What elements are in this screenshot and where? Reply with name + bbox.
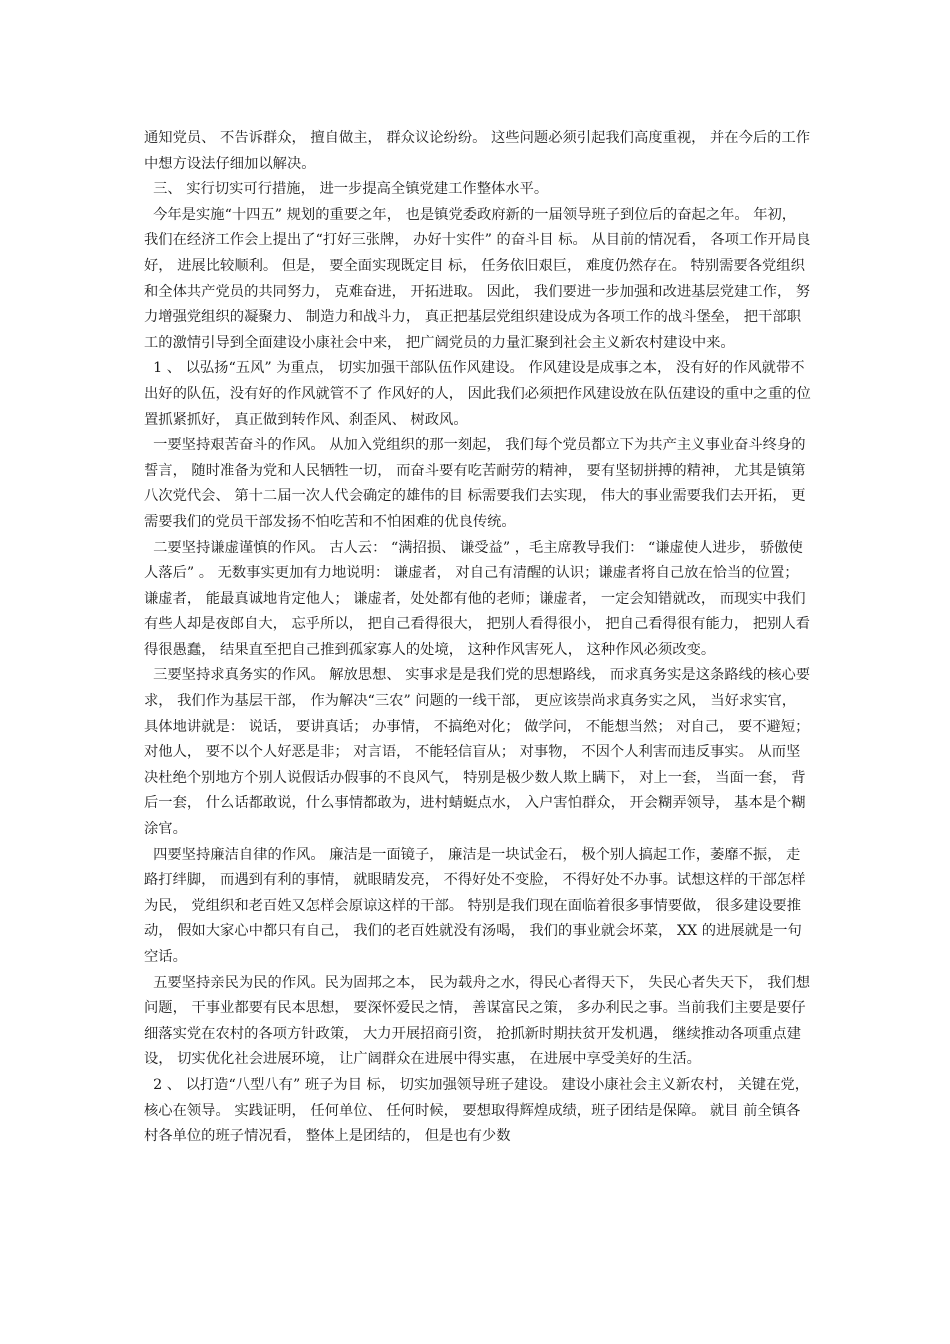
paragraph-modesty: 二要坚持谦虚谨慎的作风。 古人云： “满招损、 谦受益” ，毛主席教导我们： “谦虚使人进步， 骄傲使人落后” 。 无数事实更加有力地说明： 谦虚者， 对自己有清醒的认识；谦虚者将自己放在恰当的位置； 谦虚者， 能最真诚地肯定他人； 谦虚者，处处都有他的老师；谦虚者， 一定会知错就改， 而现实中我们有些人却是夜郎自大， 忘乎所以， 把自己看得很大， 把别人看得很小， 把自己看得很有能力， 把别人看得很愚蠢， 结果直至把自己推到孤家寡人的处境， 这种作风害死人， 这种作风必须改变。: [144, 539, 811, 658]
document-page: [144, 126, 812, 1150]
paragraph-intro: 今年是实施“十四五” 规划的重要之年， 也是镇党委政府新的一届领导班子到位后的奋起之年。 年初， 我们在经济工作会上提出了“打好三张牌， 办好十实件” 的奋斗目 标。 从目前的情况看， 各项工作开局良好， 进展比较顺利。 但是， 要全面实现既定目 标， 任务依旧艰巨， 难度仍然存在。 特别需要各党组织和全体共产党员的共同努力， 克难奋进， 开拓进取。 因此， 我们要进一步加强和改进基层党建工作， 努力增强党组织的凝聚力、 制造力和战斗力， 真正把基层党组织建设成为各项工作的战斗堡垒， 把干部职工的激情引导到全面建设小康社会中来， 把广阔党员的力量汇聚到社会主义新农村建设中来。: [144, 206, 811, 351]
subsection-heading-two: 2 、 以打造“八型八有” 班子为目 标， 切实加强领导班子建设。 建设小康社会主义新农村， 关键在党， 核心在领导。 实践证明， 任何单位、 任何时候， 要想取得辉煌成绩，班子团结是保障。 就目 前全镇各村各单位的班子情况看， 整体上是团结的， 但是也有少数: [144, 1076, 814, 1145]
paragraph-people-oriented: 五要坚持亲民为民的作风。民为固邦之本， 民为载舟之水，得民心者得天下， 失民心者失天下， 我们想问题， 干事业都要有民本思想， 要深怀爱民之情， 善谋富民之策， 多办利民之事。当前我们主要是要仔细落实党在农村的各项方针政策， 大力开展招商引资， 抢抓新时期扶贫开发机遇， 继续推动各项重点建设， 切实优化社会进展环境， 让广阔群众在进展中得实惠， 在进展中享受美好的生活。: [144, 974, 811, 1068]
paragraph-continuation: 通知党员、 不告诉群众， 擅自做主， 群众议论纷纷。 这些问题必须引起我们高度重视， 并在今后的工作中想方设法仔细加以解决。: [144, 130, 811, 172]
paragraph-truth-seeking: 三要坚持求真务实的作风。 解放思想、 实事求是是我们党的思想路线， 而求真务实是这条路线的核心要求， 我们作为基层干部， 作为解决“三农” 问题的一线干部， 更应该崇尚求真务实之风， 当好求实官， 具体地讲就是： 说话， 要讲真话； 办事情， 不搞绝对化； 做学问， 不能想当然； 对自己， 要不避短；对他人， 要不以个人好恶是非； 对言语， 不能轻信盲从； 对事物， 不因个人利害而违反事实。 从而坚决杜绝个别地方个别人说假话办假事的不良风气， 特别是极少数人欺上瞒下， 对上一套， 当面一套， 背后一套， 什么话都敢说，什么事情都敢为，进村蜻蜓点水， 入户害怕群众， 开会糊弄领导， 基本是个糊涂官。: [144, 667, 811, 838]
paragraph-integrity: 四要坚持廉洁自律的作风。 廉洁是一面镜子， 廉洁是一块试金石， 极个别人搞起工作，萎靡不振， 走路打绊脚， 而遇到有利的事情， 就眼睛发亮， 不得好处不变脸， 不得好处不办事。试想这样的干部怎样为民， 党组织和老百姓又怎样会原谅这样的干部。 特别是我们现在面临着很多事情要做， 很多建设要推动， 假如大家心中都只有自己， 我们的老百姓就没有汤喝， 我们的事业就会坏菜， XX 的进展就是一句空话。: [144, 846, 806, 965]
paragraph-hard-work: 一要坚持艰苦奋斗的作风。 从加入党组织的那一刻起， 我们每个党员都立下为共产主义事业奋斗终身的誓言， 随时准备为党和人民牺牲一切， 而奋斗要有吃苦耐劳的精神， 要有坚韧拼搏的精神， 尤其是镇第八次党代会、 第十二届一次人代会确定的雄伟的目 标需要我们去实现， 伟大的事业需要我们去开拓， 更需要我们的党员干部发扬不怕吃苦和不怕困难的优良传统。: [144, 437, 806, 530]
subsection-heading-one: 1 、 以弘扬“五风” 为重点， 切实加强干部队伍作风建设。 作风建设是成事之本， 没有好的作风就带不出好的队伍，没有好的作风就管不了 作风好的人， 因此我们必须把作风建设放在队伍建设的重中之重的位置抓紧抓好， 真正做到转作风、刹歪风、 树政风。: [144, 360, 811, 428]
section-heading-three: 三、 实行切实可行措施， 进一步提高全镇党建工作整体水平。: [144, 181, 549, 198]
